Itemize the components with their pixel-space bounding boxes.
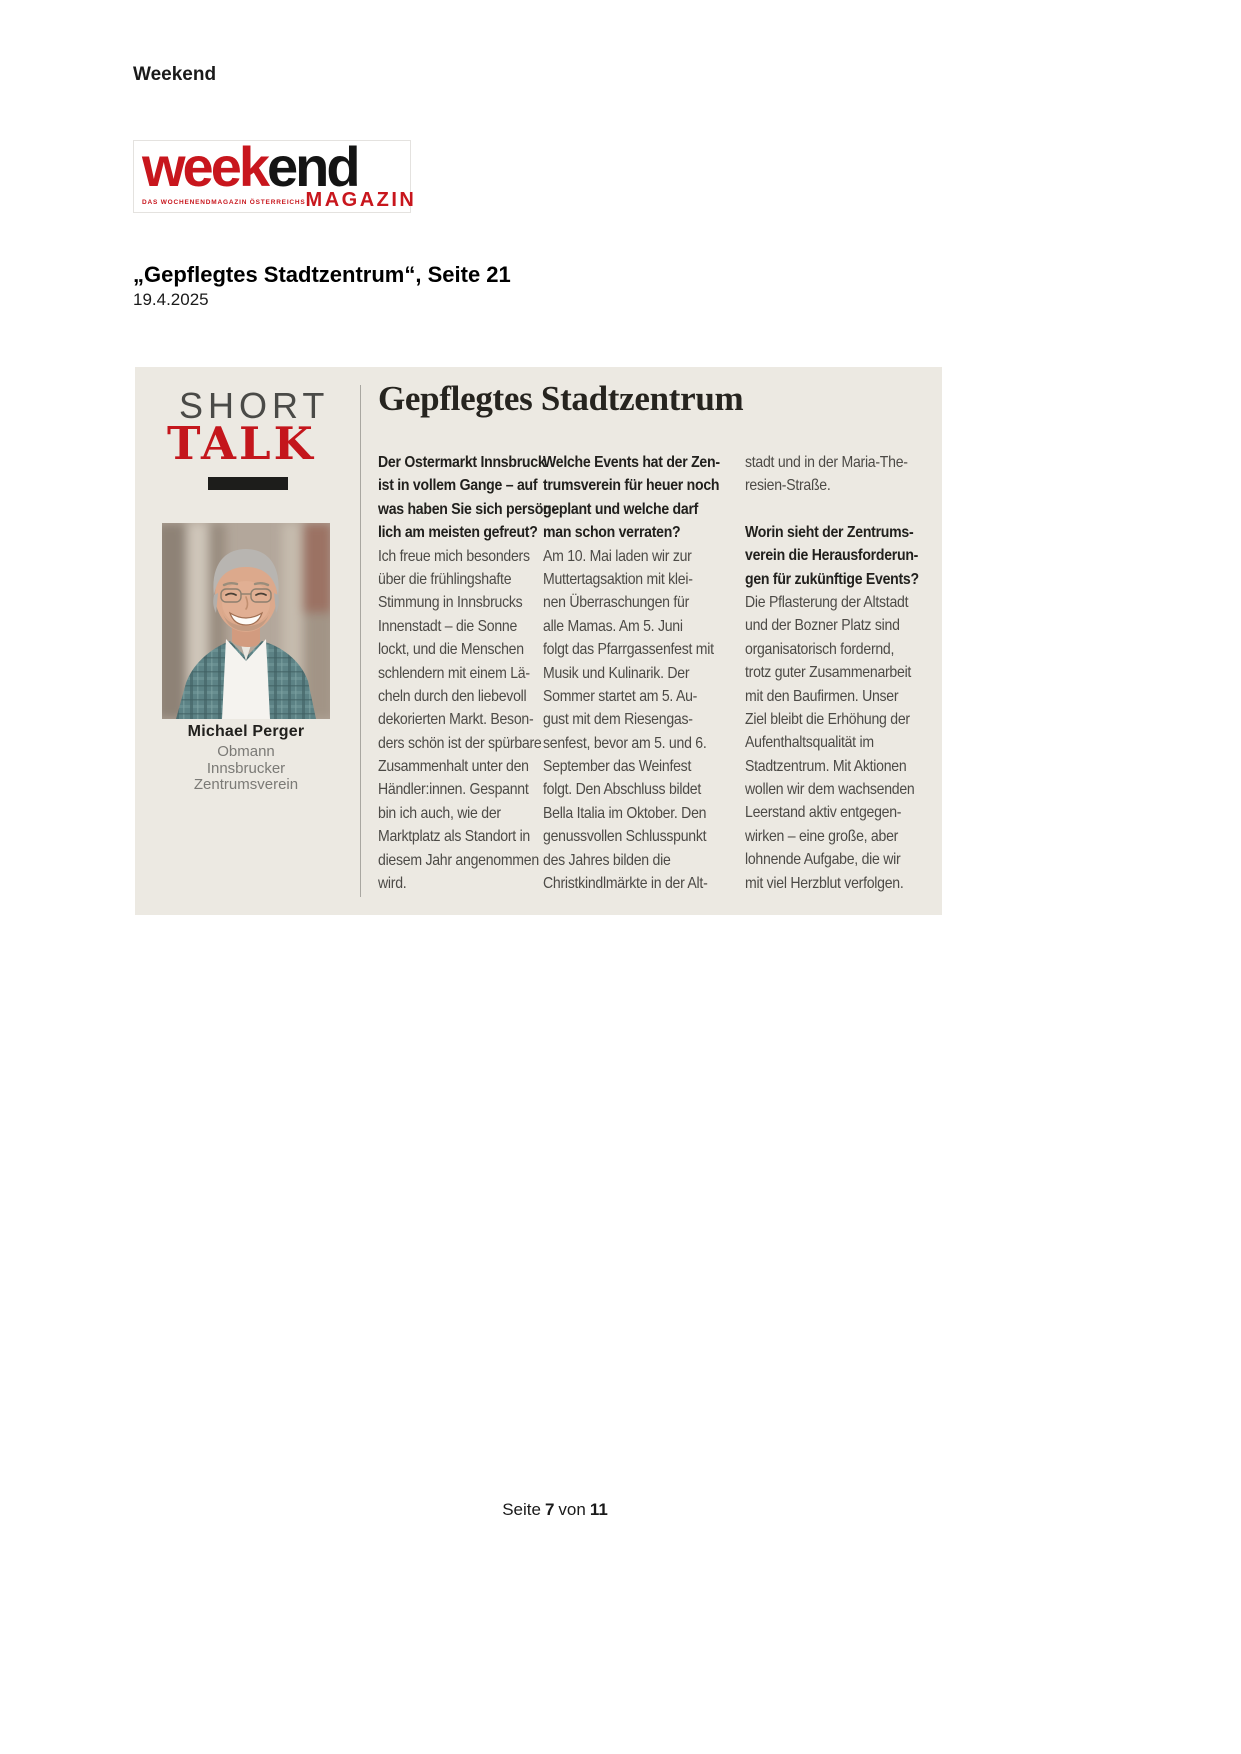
interview-answer-line: lockt, und die Menschen [378, 641, 524, 659]
interview-question-line: ist in vollem Gange – auf [378, 477, 538, 495]
interview-answer-line: Musik und Kulinarik. Der [543, 664, 690, 682]
paragraph-gap [745, 498, 943, 521]
interview-question-line: Der Ostermarkt Innsbruck [378, 454, 546, 471]
interview-answer-line: wird. [378, 875, 407, 893]
footer-total-pages: 11 [589, 1500, 608, 1519]
interview-answer-line: und der Bozner Platz sind [745, 617, 900, 635]
interview-question-line: lich am meisten gefreut? [378, 524, 538, 542]
logo-word-week: week [142, 135, 267, 198]
interview-question-line: geplant und welche darf [543, 500, 699, 518]
interview-answer-line: Christkindlmärkte in der Alt- [543, 875, 708, 893]
interview-answer-line: Bella Italia im Oktober. Den [543, 804, 707, 822]
clipping-headline: Gepflegtes Stadtzentrum [378, 379, 744, 418]
caption-role-line: Innsbrucker [206, 759, 286, 777]
article-column-3 [745, 451, 943, 895]
interview-answer-line: über die frühlingshafte [378, 570, 512, 588]
interview-answer-line: des Jahres bilden die [543, 851, 671, 869]
footer-label-page: Seite [502, 1500, 541, 1519]
interview-answer-line: wirken – eine große, aber [745, 827, 899, 845]
footer-current-page: 7 [544, 1500, 555, 1519]
caption-roles [135, 744, 357, 794]
interview-question-line: trumsverein für heuer noch [543, 477, 720, 495]
photo-caption [135, 723, 357, 794]
interview-answer-line: resien-Straße. [745, 477, 831, 495]
interview-answer-line: Marktplatz als Standort in [378, 828, 531, 846]
interview-answer-line: bin ich auch, wie der [378, 804, 501, 822]
interview-answer-line: mit viel Herzblut verfolgen. [745, 874, 904, 892]
interview-answer-line: nen Überraschungen für [543, 594, 690, 612]
interview-answer-line: folgt. Den Abschluss bildet [543, 781, 702, 799]
interview-answer-line: diesem Jahr angenommen [378, 851, 539, 869]
portrait-photo [162, 523, 330, 719]
interview-answer-line: organisatorisch fordernd, [745, 640, 895, 658]
logo-tagline: DAS WOCHENENDMAGAZIN ÖSTERREICHS [142, 198, 306, 206]
interview-answer-line: Stimmung in Innsbrucks [378, 594, 523, 612]
interview-answer-line: senfest, bevor am 5. und 6. [543, 734, 707, 752]
interview-answer-line: alle Mamas. Am 5. Juni [543, 617, 683, 635]
interview-answer-line: Muttertagsaktion mit klei- [543, 570, 693, 588]
logo-word-end: end [267, 135, 358, 198]
shorttalk-brand-line2: TALK [167, 417, 316, 470]
article-column-2 [543, 451, 744, 895]
interview-answer-line: cheln durch den liebevoll [378, 687, 527, 705]
footer-label-of: von [558, 1500, 586, 1519]
interview-question-line: Worin sieht der Zentrums- [745, 523, 914, 541]
caption-name: Michael Perger [187, 723, 305, 740]
interview-question-line: was haben Sie sich persön- [378, 500, 556, 518]
weekend-magazin-logo [133, 135, 417, 213]
interview-answer-line: Stadtzentrum. Mit Aktionen [745, 757, 907, 775]
column-divider [360, 385, 361, 897]
shorttalk-brand-line1: SHORT [179, 385, 330, 426]
newspaper-clipping [135, 367, 942, 915]
interview-answer-line: trotz guter Zusammenarbeit [745, 664, 912, 682]
interview-answer-line: Sommer startet am 5. Au- [543, 687, 698, 705]
interview-answer-line: stadt und in der Maria-The- [745, 454, 908, 471]
interview-answer-line: Innenstadt – die Sonne [378, 617, 518, 635]
caption-role-line: Obmann [217, 743, 275, 760]
logo-magazin-mark: MAGAZIN [305, 188, 417, 211]
interview-answer-line: gust mit dem Riesengas- [543, 711, 693, 729]
logo-wordmark [142, 135, 402, 198]
interview-answer-line: dekorierten Markt. Beson- [378, 711, 534, 729]
interview-answer-line: schlendern mit einem Lä- [378, 664, 530, 682]
interview-answer-line: mit den Baufirmen. Unser [745, 687, 899, 705]
article-date: 19.4.2025 [133, 290, 209, 309]
interview-answer-line: Ich freue mich besonders [378, 547, 530, 565]
interview-answer-line: folgt das Pfarrgassenfest mit [543, 641, 714, 659]
source-label: Weekend [133, 64, 217, 85]
brand-black-bar [208, 477, 288, 490]
interview-answer-line: Leerstand aktiv entgegen- [745, 804, 902, 822]
interview-answer-line: lohnende Aufgabe, die wir [745, 851, 901, 869]
interview-answer-line: Händler:innen. Gespannt [378, 781, 529, 799]
interview-answer-line: Ziel bleibt die Erhöhung der [745, 710, 910, 728]
interview-question-line: Welche Events hat der Zen- [543, 454, 720, 471]
page-footer [0, 1500, 1110, 1520]
interview-answer-line: Zusammenhalt unter den [378, 758, 529, 776]
interview-answer-line: Die Pflasterung der Altstadt [745, 593, 909, 611]
interview-question-line: gen für zukünftige Events? [745, 570, 919, 588]
interview-answer-line: wollen wir dem wachsenden [745, 781, 915, 799]
interview-answer-line: Aufenthaltsqualität im [745, 734, 874, 752]
interview-answer-line: Am 10. Mai laden wir zur [543, 547, 692, 565]
interview-answer-line: genussvollen Schlusspunkt [543, 828, 707, 846]
article-title: „Gepflegtes Stadtzentrum“, Seite 21 [133, 262, 511, 287]
interview-question-line: man schon verraten? [543, 524, 681, 542]
caption-role-line: Zentrumsverein [193, 776, 299, 793]
interview-answer-line: ders schön ist der spürbare [378, 734, 542, 752]
interview-answer-line: September das Weinfest [543, 758, 692, 776]
interview-question-line: verein die Herausforderun- [745, 547, 919, 565]
